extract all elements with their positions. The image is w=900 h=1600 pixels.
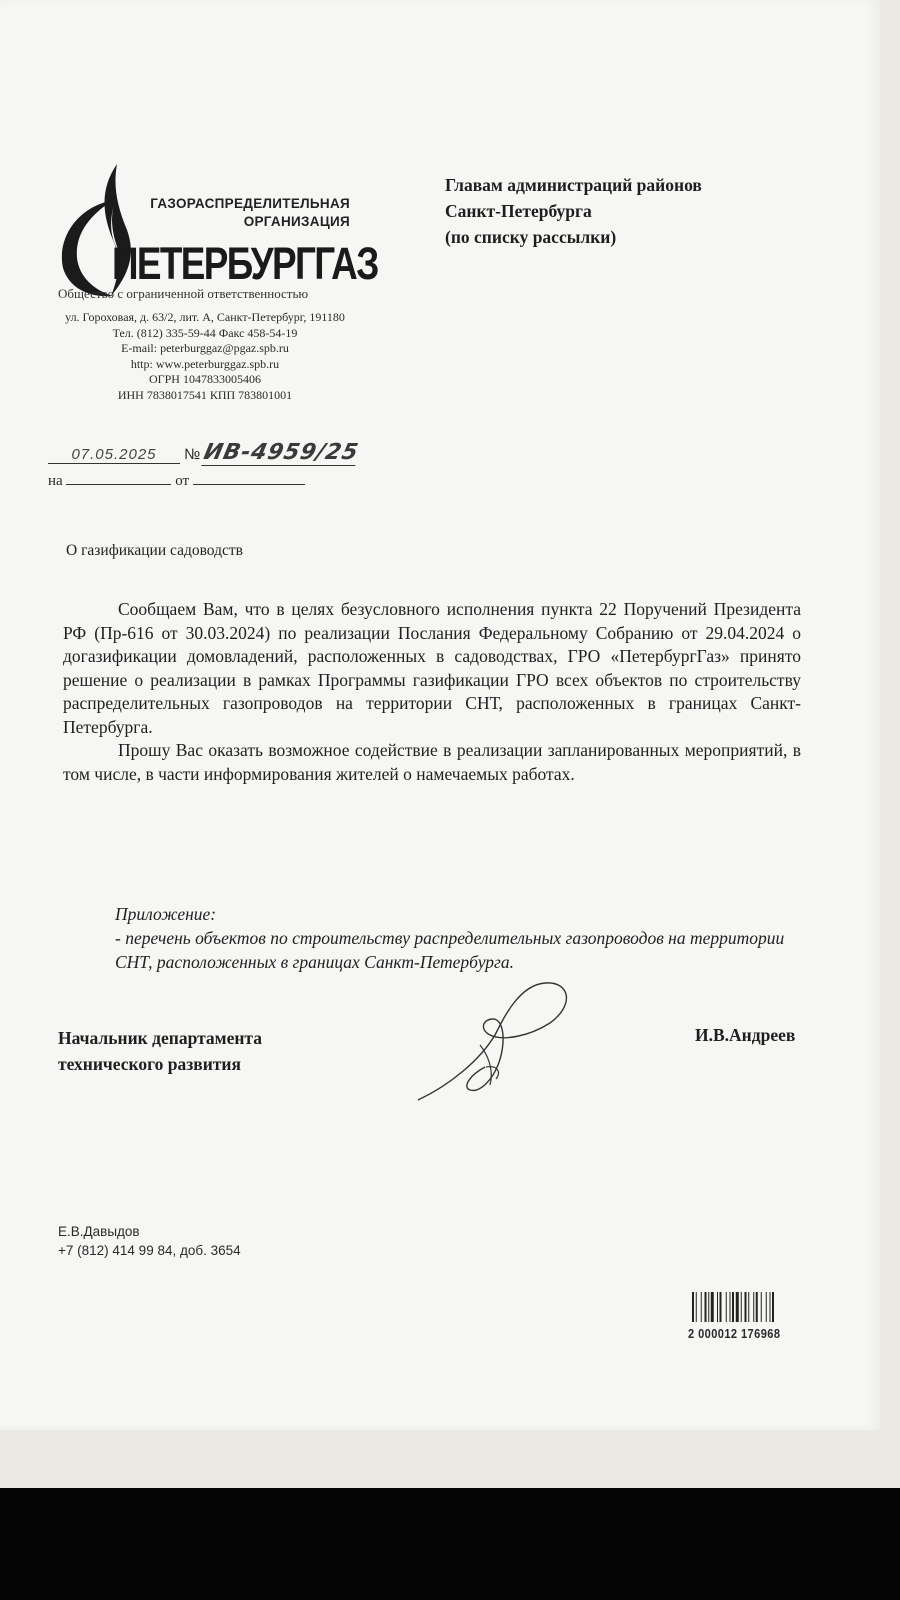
- attachment-label: Приложение:: [115, 904, 217, 924]
- signatory-name: И.В.Андреев: [695, 1025, 796, 1045]
- logo-company-name: ПЕТЕРБУРГГАЗ: [112, 238, 378, 289]
- body-paragraph: Сообщаем Вам, что в целях безусловного исполнения пункта 22 Поручений Президента РФ (Пр-616 от 30.03.2024) по реализации Послания Федеральному Собранию от 29.04.2024 о догазификации домовладений, расположенных в садоводствах, ГРО «ПетербургГаз» принято решение о реализации в рамках Программы газификации ГРО всех объектов по строительству распределительных газопроводов на территории СНТ, расположенных в границах Санкт-Петербурга.: [63, 599, 801, 737]
- background-edge: [0, 1488, 900, 1600]
- executor-phone: +7 (812) 414 99 84, доб. 3654: [58, 1243, 241, 1258]
- logo-legal-form: Общество с ограниченной ответственностью: [58, 286, 309, 301]
- attachment-text: - перечень объектов по строительству распределительных газопроводов на территории СНТ, расположенных в границах Санкт-Петербурга.: [115, 928, 785, 972]
- barcode-number: 2 000012 176968: [688, 1326, 781, 1341]
- barcode-icon: [692, 1292, 812, 1322]
- letter-subject: О газификации садоводств: [66, 542, 243, 559]
- handwritten-signature: [410, 975, 590, 1110]
- attachment-block: [115, 902, 815, 974]
- ogrn-line: ОГРН 1047833005406: [149, 372, 261, 386]
- registration-line: [48, 440, 362, 466]
- phone-fax-line: Тел. (812) 335-59-44 Факс 458-54-19: [112, 325, 298, 340]
- registration-number: ИВ-4959/25: [201, 440, 362, 465]
- body-paragraph: Прошу Вас оказать возможное содействие в реализации запланированных мероприятий, в том числе, в части информирования жителей о намечаемых работах.: [63, 740, 801, 784]
- signatory-title: Начальник департамента технического развития: [58, 1028, 262, 1074]
- website-line: http: www.peterburggaz.spb.ru: [130, 356, 280, 371]
- number-sign: №: [184, 446, 201, 463]
- registration-date: 07.05.2025: [48, 446, 180, 464]
- logo-org-type: ГАЗОРАСПРЕДЕЛИТЕЛЬНАЯ ОРГАНИЗАЦИЯ: [150, 196, 350, 229]
- reference-line: на от: [48, 470, 305, 490]
- address-line: ул. Гороховая, д. 63/2, лит. А, Санкт-Петербург, 191180: [65, 310, 345, 324]
- executor-block: [58, 1222, 241, 1260]
- email-line: E-mail: peterburggaz@pgaz.spb.ru: [121, 341, 289, 355]
- recipient-block: Главам администраций районов Санкт-Петербурга (по списку рассылки): [445, 175, 702, 247]
- sender-address-block: [30, 310, 380, 403]
- executor-name: Е.В.Давыдов: [58, 1224, 140, 1239]
- letter-body: [63, 598, 801, 786]
- inn-kpp-line: ИНН 7838017541 КПП 783801001: [117, 387, 293, 402]
